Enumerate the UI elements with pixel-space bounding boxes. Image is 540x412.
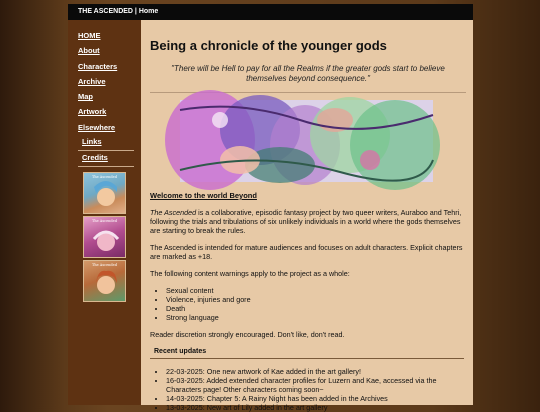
- intro-text: is a collaborative, episodic fantasy project by two queer writers, Auraboo and Tehri, following the trials and tribulations of six unlikely individuals in a world where the gods themselves are starting to break the rules.: [150, 208, 462, 235]
- sidebar-item-map[interactable]: Map: [78, 92, 93, 102]
- page-frame: [68, 4, 473, 412]
- chapter-covers: [83, 172, 128, 304]
- cover-thumbnail-2[interactable]: [83, 216, 126, 258]
- page-title: Being a chronicle of the younger gods: [150, 38, 387, 53]
- cover-portrait-3: [84, 261, 127, 303]
- list-item: • 22-03-2025: One new artwork of Kae added in the art gallery!: [166, 367, 466, 376]
- welcome-heading: Welcome to the world Beyond: [150, 191, 257, 200]
- intro-section: [150, 191, 466, 412]
- sidebar-nav: [68, 28, 141, 167]
- cover-thumbnail-3[interactable]: [83, 260, 126, 302]
- intro-title: The Ascended: [150, 208, 197, 217]
- site-title-bar: THE ASCENDED | Home: [68, 4, 473, 20]
- sidebar-item-links[interactable]: Links: [78, 135, 134, 151]
- main-content: [150, 20, 466, 412]
- warnings-intro: The following content warnings apply to the project as a whole:: [150, 269, 350, 278]
- list-item: • 16-03-2025: Added extended character profiles for Luzern and Kae, accessed via the Characters page! Other characters coming soon~: [166, 376, 466, 394]
- sidebar-item-elsewhere[interactable]: Elsewhere: [78, 122, 116, 132]
- sidebar-item-characters[interactable]: Characters: [78, 61, 118, 71]
- epigraph-quote: "There will be Hell to pay for all the Realms if the greater gods start to believe themselves beyond consequence.": [171, 64, 445, 83]
- list-item: • Strong language: [166, 313, 466, 322]
- cover-title: The Ascended: [92, 175, 117, 179]
- cover-portrait-1: [84, 173, 127, 215]
- sidebar: [68, 20, 141, 405]
- content-warnings-list: [150, 286, 466, 322]
- cover-thumbnail-1[interactable]: [83, 172, 126, 214]
- cover-title: The Ascended: [92, 263, 117, 267]
- list-item: • Death: [166, 304, 466, 313]
- list-item: • Violence, injuries and gore: [166, 295, 466, 304]
- intro-paragraph: [150, 208, 466, 235]
- audience-paragraph: The Ascended is intended for mature audiences and focuses on adult characters. Explicit chapters are marked as +18.: [150, 243, 463, 261]
- discretion-paragraph: Reader discretion strongly encouraged. Don't like, don't read.: [150, 330, 345, 339]
- sidebar-item-archive[interactable]: Archive: [78, 76, 106, 86]
- list-item: • 14-03-2025: Chapter 5: A Rainy Night has been added in the Archives: [166, 394, 466, 403]
- recent-updates-heading: Recent updates: [150, 347, 464, 359]
- cover-title: The Ascended: [92, 219, 117, 223]
- list-item: • Sexual content: [166, 286, 466, 295]
- sidebar-item-home[interactable]: HOME: [78, 31, 101, 40]
- cover-portrait-2: [84, 217, 127, 259]
- sidebar-item-about[interactable]: About: [78, 46, 100, 56]
- sidebar-item-artwork[interactable]: Artwork: [78, 107, 107, 117]
- sidebar-item-credits[interactable]: Credits: [78, 151, 134, 167]
- header-banner-image: [180, 100, 433, 182]
- list-item: • 13-03-2025: New art of Lily added in the art gallery: [166, 403, 466, 412]
- recent-updates-list: [150, 367, 466, 412]
